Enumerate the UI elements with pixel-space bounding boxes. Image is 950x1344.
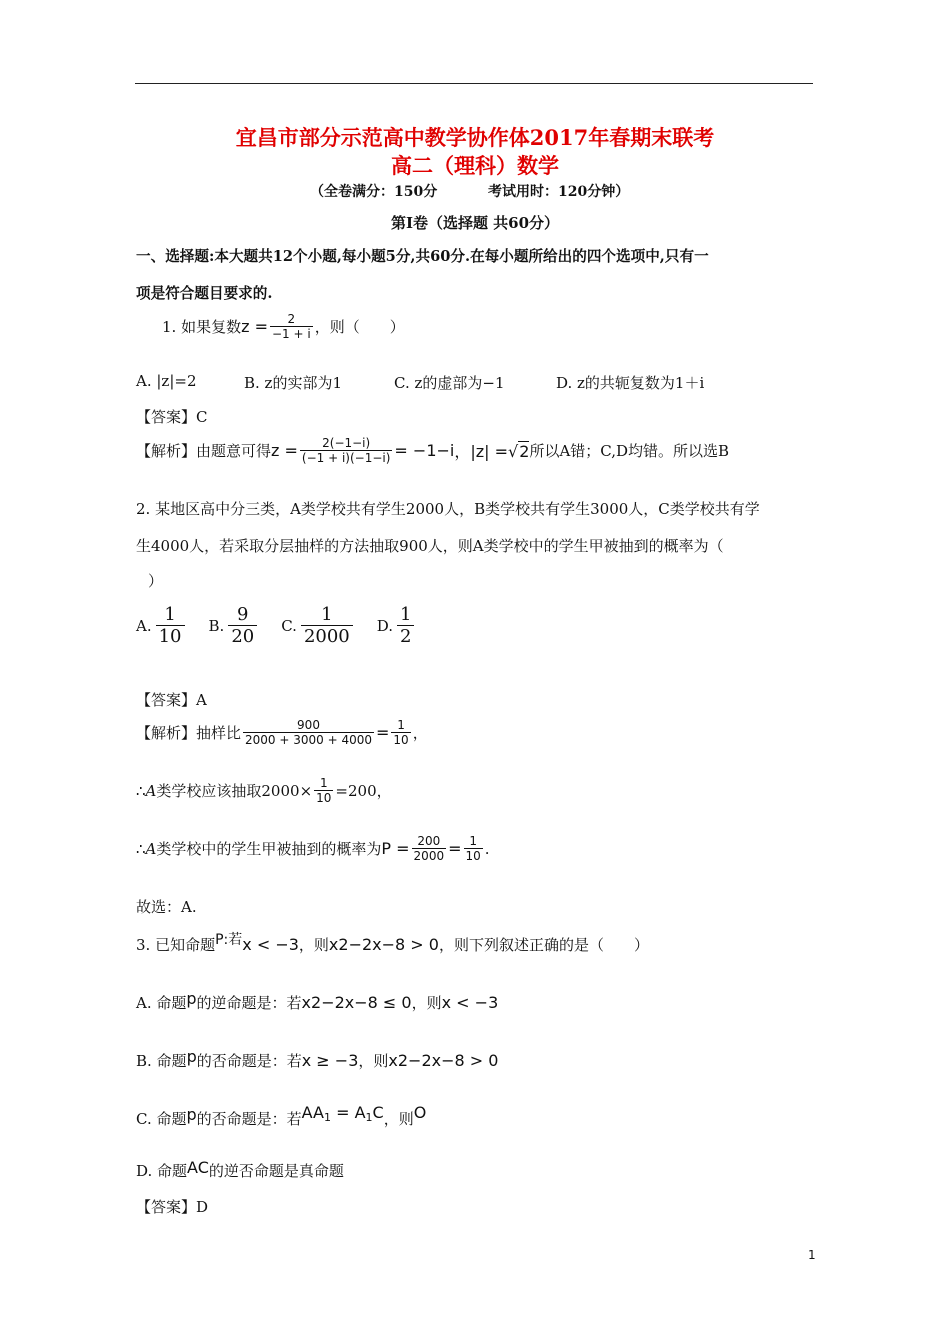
q2-ratio-eq: = xyxy=(376,723,390,742)
q2-step2-tail: . xyxy=(484,839,490,858)
q1-option-d: D. z的共轭复数为1＋i xyxy=(556,374,705,392)
q2-step1-num: 1 xyxy=(319,776,328,790)
q1-analysis-tail: 所以A错；C,D均错。所以选B xyxy=(529,442,730,460)
q2-step2-fraction xyxy=(412,834,447,863)
q1-stem-suffix: ，则（ ） xyxy=(314,318,405,336)
q1-option-c: C. z的虚部为−1 xyxy=(394,374,505,392)
q3-opt-b-cond: x ≥ −3 xyxy=(301,1051,359,1070)
header-rule xyxy=(135,83,813,84)
q2-option-a-den: 10 xyxy=(156,625,185,647)
q3-opt-c-mid: ，则 xyxy=(383,1110,414,1128)
q2-step1-fraction xyxy=(314,776,333,805)
q3-opt-c-formula xyxy=(302,1103,384,1124)
section-heading: 一、选择题:本大题共12个小题,每小题5分,共60分.在每小题所给出的四个选项中,只有一 xyxy=(136,248,709,265)
q3-opt-a-prefix: A. 命题 xyxy=(136,994,187,1012)
q1-stem xyxy=(162,312,405,341)
q3-opt-b-x: x xyxy=(388,1051,398,1070)
q2-stem-line2: 生4000人，若采取分层抽样的方法抽取900人，则A类学校中的学生甲被抽到的概率为（ xyxy=(136,537,724,555)
q2-step1-therefore: ∴ xyxy=(136,781,146,800)
q3-opt-a-ineq: −2x−8 ≤ 0 xyxy=(321,993,412,1012)
q3-opt-b-p: p xyxy=(186,1047,197,1066)
q1-analysis-result: = −1−i xyxy=(394,441,455,460)
q2-option-a-label: A. xyxy=(136,616,152,635)
q2-step2-a: A xyxy=(145,839,157,858)
q3-stem xyxy=(136,934,649,955)
q2-option-b-den: 20 xyxy=(228,625,257,647)
q3-opt-a-p: p xyxy=(186,989,197,1008)
q2-step2-eq: = xyxy=(448,839,462,858)
q2-step2-text: 类学校中的学生甲被抽到的概率为 xyxy=(156,840,382,858)
q1-fraction xyxy=(270,312,313,341)
q2-option-b-fraction xyxy=(228,604,257,647)
q2-option-c-num: 1 xyxy=(321,604,333,625)
q3-opt-a-x: x xyxy=(301,993,312,1012)
q1-option-a: A. |z|=2 xyxy=(136,372,197,390)
q3-opt-c-o: O xyxy=(413,1103,427,1122)
q1-analysis-fraction xyxy=(300,436,393,465)
q2-step2-num: 200 xyxy=(417,834,441,848)
q3-opt-d-ac: AC xyxy=(187,1158,209,1177)
q1-frac-num: 2 xyxy=(287,312,296,326)
q1-analysis-den: (−1 + i)(−1−i) xyxy=(301,451,391,465)
q2-step2-p: P = xyxy=(381,839,410,858)
part-title: 第Ⅰ卷（选择题 共60分） xyxy=(390,214,560,232)
q1-option-b: B. z的实部为1 xyxy=(244,374,343,392)
q2-option-b-label: B. xyxy=(208,616,225,635)
q2-ratio-result xyxy=(391,718,410,747)
q3-exp: 2 xyxy=(338,935,349,954)
q2-answer: 【答案】A xyxy=(136,691,207,709)
exam-duration: 考试用时：120分钟） xyxy=(488,184,630,200)
q3-opt-c-aa: AA xyxy=(301,1103,324,1122)
q3-answer: 【答案】D xyxy=(136,1198,209,1216)
exam-full-score: （全卷满分：150分 xyxy=(310,184,438,200)
q1-analysis-label: 【解析】由题意可得 xyxy=(136,442,272,460)
q3-opt-b-mid: ，则 xyxy=(358,1052,389,1070)
q3-opt-d-prefix: D. 命题 xyxy=(136,1162,188,1180)
q2-ratio-fraction xyxy=(243,718,374,747)
q1-analysis xyxy=(136,436,729,465)
q3-option-d xyxy=(136,1160,344,1181)
q2-ratio-res-den: 10 xyxy=(393,733,409,747)
q3-opt-a-concl: x < −3 xyxy=(441,993,499,1012)
q2-ratio-res-num: 1 xyxy=(397,718,405,732)
q3-option-c xyxy=(136,1103,427,1130)
exam-title-line2: 高二（理科）数学 xyxy=(391,153,559,178)
q2-option-d-fraction xyxy=(397,604,414,647)
q2-step2 xyxy=(136,834,490,863)
q3-opt-c-p: p xyxy=(186,1105,197,1124)
q2-option-c-den: 2000 xyxy=(301,625,353,647)
q3-opt-b-exp: 2 xyxy=(397,1051,409,1070)
q2-option-a-num: 1 xyxy=(164,604,176,625)
q3-opt-b-prefix: B. 命题 xyxy=(136,1052,187,1070)
q2-conclusion: 故选：A. xyxy=(136,898,197,916)
q2-step2-res-num: 1 xyxy=(469,834,477,848)
q2-stem-line3: ） xyxy=(148,572,164,590)
q3-p-label: P:若 xyxy=(215,932,243,948)
q1-analysis-num: 2(−1−i) xyxy=(322,436,371,450)
q2-step2-therefore: ∴ xyxy=(136,839,146,858)
q1-answer: 【答案】C xyxy=(136,408,208,426)
q1-analysis-radicand: 2 xyxy=(519,441,530,461)
q3-opt-a-text: 的逆命题是：若 xyxy=(196,994,302,1012)
q1-stem-prefix: 1. 如果复数 xyxy=(162,318,242,336)
q3-inequality: −2x−8 > 0 xyxy=(348,935,439,954)
q3-x: x xyxy=(328,935,339,954)
q2-analysis-label: 【解析】抽样比 xyxy=(136,724,242,742)
q2-step2-result xyxy=(464,834,483,863)
q2-step2-res-den: 10 xyxy=(465,849,481,863)
page-number: 1 xyxy=(808,1248,816,1262)
q2-option-a-fraction xyxy=(156,604,185,647)
q2-step1 xyxy=(136,776,392,805)
q2-option-b-num: 9 xyxy=(237,604,249,625)
q2-step1-text: 类学校应该抽取2000× xyxy=(156,782,313,800)
q1-z-eq: z = xyxy=(241,317,268,336)
q2-ratio-tail: ， xyxy=(412,724,428,742)
q1-frac-den: −1 + i xyxy=(271,327,311,341)
q2-step1-a: A xyxy=(145,781,157,800)
q2-options xyxy=(136,604,418,647)
q2-step2-den: 2000 xyxy=(413,849,445,863)
q2-option-c-label: C. xyxy=(281,616,297,635)
q3-opt-c-text: 的否命题是：若 xyxy=(196,1110,302,1128)
q2-step1-den: 10 xyxy=(316,791,332,805)
q3-opt-c-sub1: 1 xyxy=(324,1111,331,1124)
q1-analysis-z: z = xyxy=(271,441,298,460)
q3-stem-suffix: ，则下列叙述正确的是（ ） xyxy=(438,936,649,954)
q2-option-d-num: 1 xyxy=(400,604,412,625)
q3-option-a xyxy=(136,989,499,1013)
q3-stem-prefix: 3. 已知命题 xyxy=(136,936,216,954)
q2-option-d-den: 2 xyxy=(397,625,414,647)
q3-mid: ，则 xyxy=(298,936,329,954)
q1-analysis-abs: ，|z| = xyxy=(454,442,509,461)
exam-title-line1: 宜昌市部分示范高中教学协作体2017年春期末联考 xyxy=(235,125,715,150)
q3-opt-b-text: 的否命题是：若 xyxy=(196,1052,302,1070)
q2-option-c-fraction xyxy=(301,604,353,647)
q2-ratio-num: 900 xyxy=(297,718,320,732)
q3-opt-d-text: 的逆否命题是真命题 xyxy=(208,1162,344,1180)
q3-opt-c-prefix: C. 命题 xyxy=(136,1110,187,1128)
q2-step1-tail: =200， xyxy=(335,782,392,800)
q3-opt-c-eq: = A xyxy=(331,1103,366,1122)
q2-option-d-label: D. xyxy=(376,616,394,635)
q3-opt-a-exp: 2 xyxy=(311,993,322,1012)
q2-ratio-den: 2000 + 3000 + 4000 xyxy=(245,733,372,747)
q1-analysis-sqrt: √2 xyxy=(508,441,530,461)
q3-condition: x < −3 xyxy=(242,935,299,954)
q3-opt-a-mid: ，则 xyxy=(411,994,442,1012)
q2-stem-line1: 2. 某地区高中分三类，A类学校共有学生2000人，B类学校共有学生3000人，C类学校共有学 xyxy=(136,500,760,518)
q3-opt-c-c: C xyxy=(372,1103,384,1122)
section-heading-cont: 项是符合题目要求的. xyxy=(136,285,273,302)
q3-opt-c-sub2: 1 xyxy=(365,1111,373,1124)
q2-analysis xyxy=(136,718,428,747)
q3-opt-b-ineq: −2x−8 > 0 xyxy=(408,1051,499,1070)
q3-option-b xyxy=(136,1047,499,1071)
